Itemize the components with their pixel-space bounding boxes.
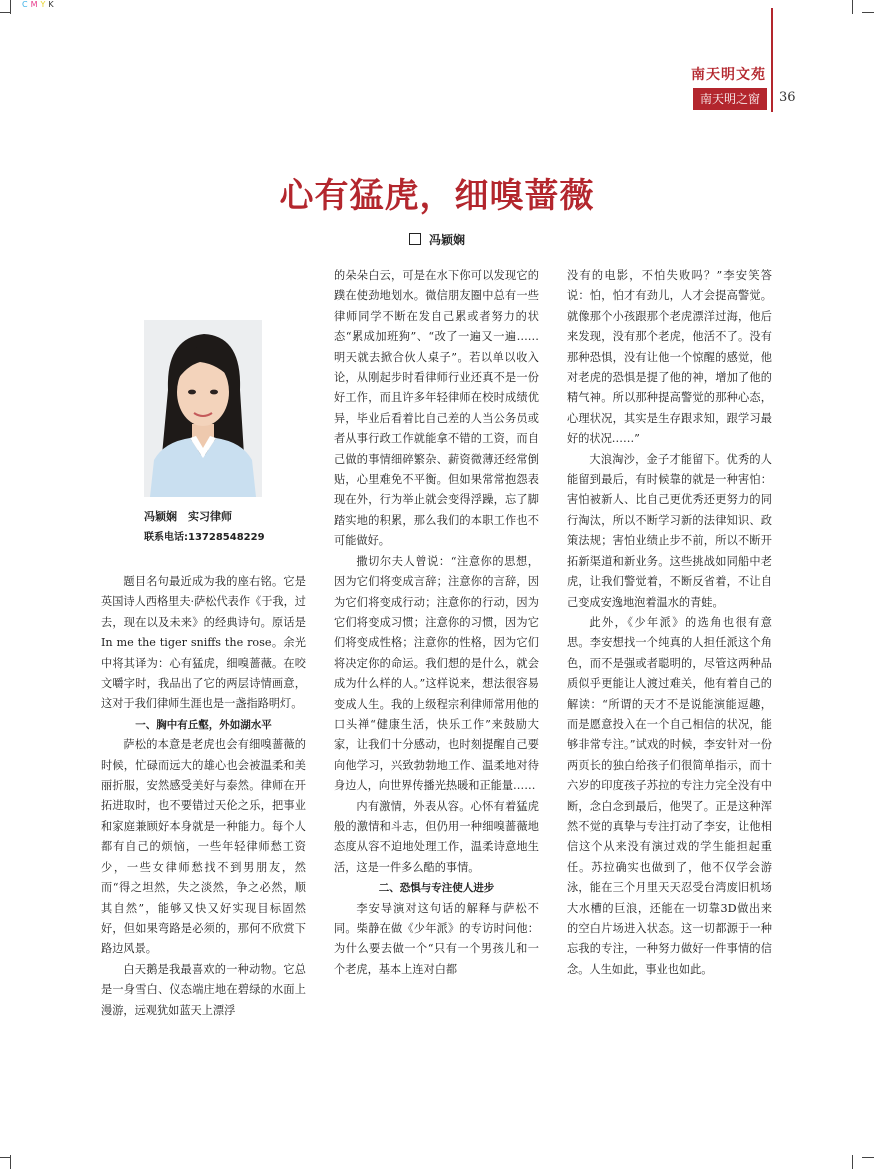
crop-mark: [862, 12, 874, 13]
cmyk-m: M: [30, 0, 41, 9]
page-number: 36: [779, 90, 796, 105]
paragraph: 题目名句最近成为我的座右铭。它是英国诗人西格里夫·萨松代表作《于我，过去，现在以及未来》的经典诗句。原话是In me the tiger sniffs the rose。余光中将其译为：心有猛虎，细嗅蔷薇。在咬文嚼字时，我品出了它的两层诗情画意，这对于我们律师生涯也是一盏指路明灯。: [101, 575, 306, 711]
article-title: 心有猛虎，细嗅蔷薇: [279, 176, 595, 216]
text-column-2: [334, 266, 539, 980]
portrait-illustration: [144, 320, 262, 497]
byline-box-icon: [409, 233, 421, 245]
section-heading: 二、恐惧与专注使人进步: [378, 882, 495, 895]
paragraph: 撒切尔夫人曾说：“注意你的思想，因为它们将变成言辞；注意你的言辞，因为它们将变成行动；注意你的行动，因为它们将变成习惯；注意你的习惯，因为它们将变成性格；注意你的性格，因为它们将决定你的命运。我们想的是什么，就会成为什么样的人。”这样说来，想法很容易变成人生。我的上级程宗利律师常用他的口头禅“健康生活，快乐工作”来鼓励大家，让我们十分感动，也时刻提醒自己要向他学习，兴致勃勃地工作、温柔地对待身边人，向世界传播光热暖和正能量……: [334, 554, 539, 793]
paragraph: 没有的电影，不怕失败吗？”李安笑答说：怕，怕才有劲儿，人才会提高警觉。就像那个小孩跟那个老虎漂洋过海，他后来发现，没有那个老虎，他活不了。没有那种恐惧，没有让他一个惊醒的感觉，他对老虎的恐惧是提了他的神，增加了他的精气神。所以那种提高警觉的那种心态，心理状况，其实是生存跟求知，跟学习最好的状况……”: [567, 269, 772, 446]
cmyk-c: C: [22, 0, 31, 9]
author-name: 冯颖娴: [428, 233, 465, 247]
paragraph: 的朵朵白云，可是在水下你可以发现它的蹼在使劲地划水。微信朋友圈中总有一些律师同学不断在发自己累或者努力的状态“累成加班狗”、“改了一遍又一遍……明天就去掀合伙人桌子”。若以单以收入论，从刚起步时看律师行业还真不是一份好工作，而且许多年轻律师在校时成绩优异，毕业后看着比自己差的人当公务员或者从事行政工作就能拿不错的工资，而自己做的事情细碎繁杂、薪资微薄还经常倒贴，心里难免不平衡。但如果常常抱怨表现在外，行为举止就会变得浮躁，忘了脚踏实地的积累，那么我们的本职工作也不可能做好。: [334, 269, 539, 548]
profile-caption: 冯颖娴 实习律师: [144, 510, 232, 523]
profile-contact: 联系电话:13728548229: [144, 532, 265, 543]
article-byline: [0, 231, 874, 248]
crop-mark: [852, 0, 853, 14]
section-subtitle-badge: 南天明之窗: [693, 88, 767, 110]
paragraph: 李安导演对这句话的解释与萨松不同。柴静在做《少年派》的专访时问他：为什么要去做一个“只有一个男孩儿和一个老虎，基本上连对白都: [334, 901, 539, 976]
text-column-1: [101, 572, 306, 1021]
paragraph: 萨松的本意是老虎也会有细嗅蔷薇的时候，忙碌而远大的雄心也会被温柔和美丽折服，安然感受美好与泰然。律师在开拓进取时，也不要错过天伦之乐，把事业和家庭兼顾好本身就是一种能力。每个人都有自己的烦恼，一些年轻律师愁工资少，一些女律师愁找不到男朋友，然而“得之坦然，失之淡然，争之必然，顺其自然”，能够又快又好实现目标固然好，但如果弯路是必须的，那何不欣赏下路边风景。: [101, 738, 306, 956]
paragraph: 内有激情，外表从容。心怀有着猛虎般的激情和斗志，但仍用一种细嗅蔷薇地态度从容不迫地处理工作，温柔诗意地生活，这是一件多么酷的事情。: [334, 799, 539, 874]
text-column-3: [567, 266, 772, 980]
paragraph: 大浪淘沙，金子才能留下。优秀的人能留到最后，有时候靠的就是一种害怕：害怕被新人、比自己更优秀还更努力的同行淘汰，所以不断学习新的法律知识、政策法规；害怕业绩止步不前，所以不断开拓新渠道和新业务。这些挑战如同船中老虎，让我们警觉着，不断反省着，不让自己变成安逸地泡着温水的青蛙。: [567, 452, 772, 609]
paragraph: 白天鹅是我最喜欢的一种动物。它总是一身雪白、仪态端庄地在碧绿的水面上漫游，远观犹如蓝天上漂浮: [101, 962, 306, 1017]
cmyk-y: Y: [40, 0, 49, 9]
author-photo: [144, 320, 262, 497]
section-heading: 一、胸中有丘壑，外如湖水平: [135, 718, 272, 731]
section-title: 南天明文苑: [691, 67, 766, 83]
cmyk-color-bar: [22, 0, 57, 9]
paragraph: 此外，《少年派》的选角也很有意思。李安想找一个纯真的人担任派这个角色，而不是强或者聪明的，尽管这两种品质似乎更能让人渡过难关，他有着自己的解读：“所谓的天才不是说能演能逗趣，而是愿意投入在一个自己相信的状况，能够非常专注。”试戏的时候，李安针对一份两页长的独白给孩子们很简单指示，而十六岁的印度孩子苏拉的专注力完全没有中断，念白念到最后，他哭了。正是这种浑然不觉的真挚与专注打动了李安，让他相信这个从来没有演过戏的学生能担起重任。苏拉确实也做到了，他不仅学会游泳，能在三个月里天天忍受台湾废旧机场大水槽的巨浪，还能在一切靠3D做出来的空白片场进入状态。这一切都源于一种忘我的专注，一种努力做好一件事情的信念。人生如此，事业也如此。: [567, 615, 772, 976]
crop-mark: [862, 1157, 874, 1158]
crop-mark: [0, 1157, 10, 1158]
crop-mark: [10, 0, 11, 14]
crop-mark: [0, 12, 10, 13]
cmyk-k: K: [48, 0, 57, 9]
crop-mark: [10, 1155, 11, 1169]
crop-mark: [852, 1155, 853, 1169]
header-divider: [771, 8, 773, 112]
